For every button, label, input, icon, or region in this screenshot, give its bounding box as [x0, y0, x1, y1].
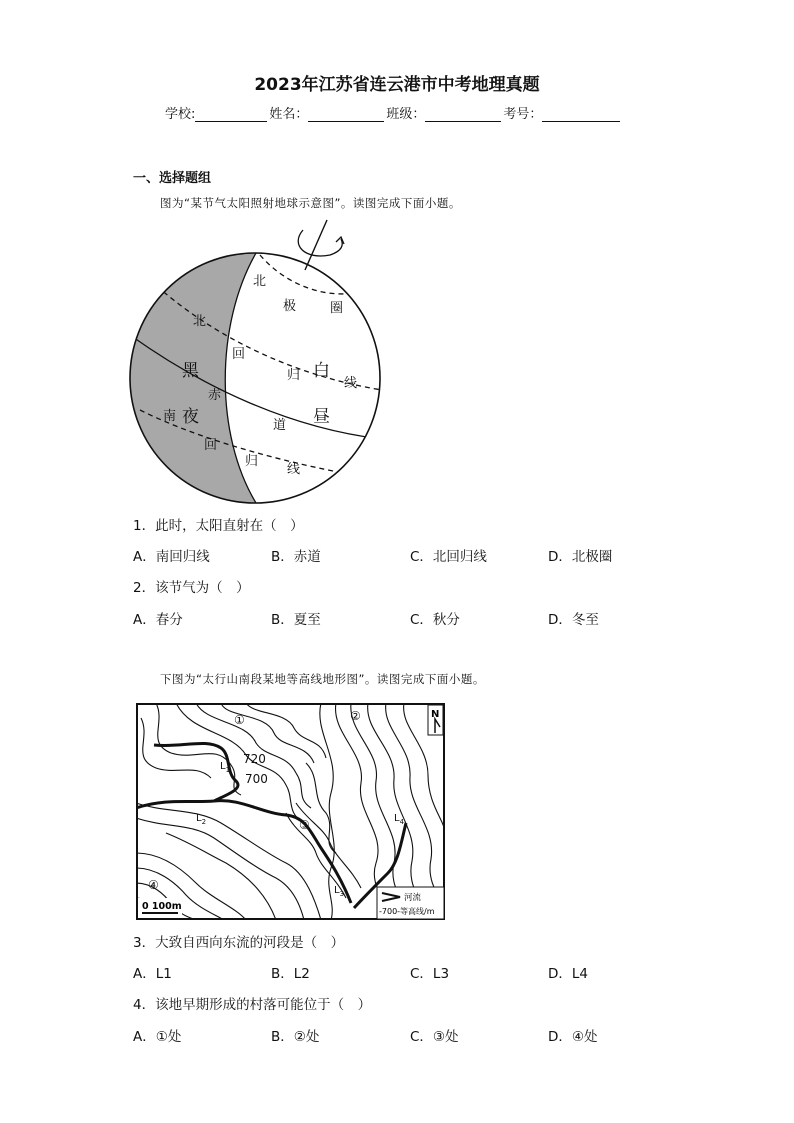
arctic-circle-line — [260, 255, 382, 294]
earth-axis — [305, 220, 327, 270]
label-hui1: 回 — [232, 347, 246, 362]
class-label: 班级： — [386, 107, 426, 122]
river-label-l4: $L_4$ — [394, 813, 405, 826]
contour-line — [141, 718, 211, 778]
name-field[interactable] — [308, 107, 384, 122]
school-label: 学校: — [165, 107, 196, 122]
q1-option-a[interactable]: A．南回归线 — [133, 549, 210, 565]
river-label-l3: $L_3$ — [334, 885, 345, 898]
contour-line — [246, 703, 326, 758]
label-xian2: 线 — [287, 462, 301, 477]
q1-option-c[interactable]: C．北回归线 — [410, 549, 487, 565]
class-field[interactable] — [425, 107, 501, 122]
label-quan: 圈 — [330, 301, 344, 316]
student-info-row — [165, 103, 622, 122]
legend-contour-label: -700-等高线/m — [379, 907, 435, 916]
q3-option-b[interactable]: B．L2 — [271, 966, 310, 982]
label-dao: 道 — [273, 418, 287, 433]
contour-line — [320, 703, 334, 920]
section-title: 一、选择题组 — [133, 171, 212, 186]
q1-option-d[interactable]: D．北极圈 — [548, 549, 613, 565]
q3-option-d[interactable]: D．L4 — [548, 966, 589, 982]
name-label: 姓名： — [269, 107, 309, 122]
question-2: 2．该节气为（ ） — [133, 580, 250, 596]
river-label-l2: $L_2$ — [196, 813, 207, 826]
legend-river-label: 河流 — [404, 893, 422, 903]
group1-intro: 图为“某节气太阳照射地球示意图”。读图完成下面小题。 — [160, 196, 461, 210]
label-bei: 北 — [193, 314, 207, 329]
label-zhou: 昼 — [313, 407, 330, 427]
label-xian1: 线 — [344, 376, 358, 391]
scale-label: 0 100m — [142, 901, 182, 912]
point-2: ② — [350, 709, 361, 723]
exam-number-field[interactable] — [542, 107, 620, 122]
q4-option-a[interactable]: A．①处 — [133, 1029, 182, 1045]
contour-label-720: 720 — [243, 752, 266, 766]
label-ye: 夜 — [182, 407, 199, 427]
label-bai: 白 — [313, 361, 330, 381]
contour-line — [166, 833, 276, 920]
point-1: ① — [234, 713, 245, 727]
q2-option-b[interactable]: B．夏至 — [271, 612, 321, 628]
q4-option-c[interactable]: C．③处 — [410, 1029, 459, 1045]
contour-line — [296, 803, 361, 888]
exam-number-label: 考号： — [503, 107, 543, 122]
globe-figure — [120, 215, 400, 510]
question-3: 3．大致自西向东流的河段是（ ） — [133, 935, 345, 951]
group2-intro: 下图为“太行山南段某地等高线地形图”。读图完成下面小题。 — [160, 672, 485, 686]
q3-option-a[interactable]: A．L1 — [133, 966, 172, 982]
north-label: N — [431, 709, 440, 720]
q2-option-a[interactable]: A．春分 — [133, 612, 183, 628]
label-hui2: 回 — [204, 438, 218, 453]
contour-map — [136, 703, 445, 920]
river-label-l1: $L_1$ — [220, 761, 231, 774]
point-3: ③ — [299, 818, 310, 832]
contour-label-700: 700 — [245, 772, 268, 786]
q2-option-d[interactable]: D．冬至 — [548, 612, 599, 628]
point-4: ④ — [148, 878, 159, 892]
label-ji: 极 — [283, 299, 297, 314]
label-nan: 南 — [163, 409, 177, 424]
question-4: 4．该地早期形成的村落可能位于（ ） — [133, 997, 372, 1013]
q1-option-b[interactable]: B．赤道 — [271, 549, 321, 565]
label-north: 北 — [253, 274, 267, 289]
contour-line — [221, 703, 314, 763]
school-field[interactable] — [195, 107, 267, 122]
label-gui2: 归 — [245, 454, 259, 469]
q4-option-b[interactable]: B．②处 — [271, 1029, 320, 1045]
q2-option-c[interactable]: C．秋分 — [410, 612, 460, 628]
q3-option-c[interactable]: C．L3 — [410, 966, 450, 982]
contour-line — [156, 703, 241, 795]
question-1: 1．此时，太阳直射在（ ） — [133, 518, 304, 534]
q4-option-d[interactable]: D．④处 — [548, 1029, 598, 1045]
paper-title: 2023年江苏省连云港市中考地理真题 — [254, 75, 540, 95]
river-main — [136, 801, 351, 903]
label-chi: 赤 — [208, 388, 222, 403]
label-gui1: 归 — [287, 368, 301, 383]
label-hei: 黑 — [182, 361, 199, 381]
